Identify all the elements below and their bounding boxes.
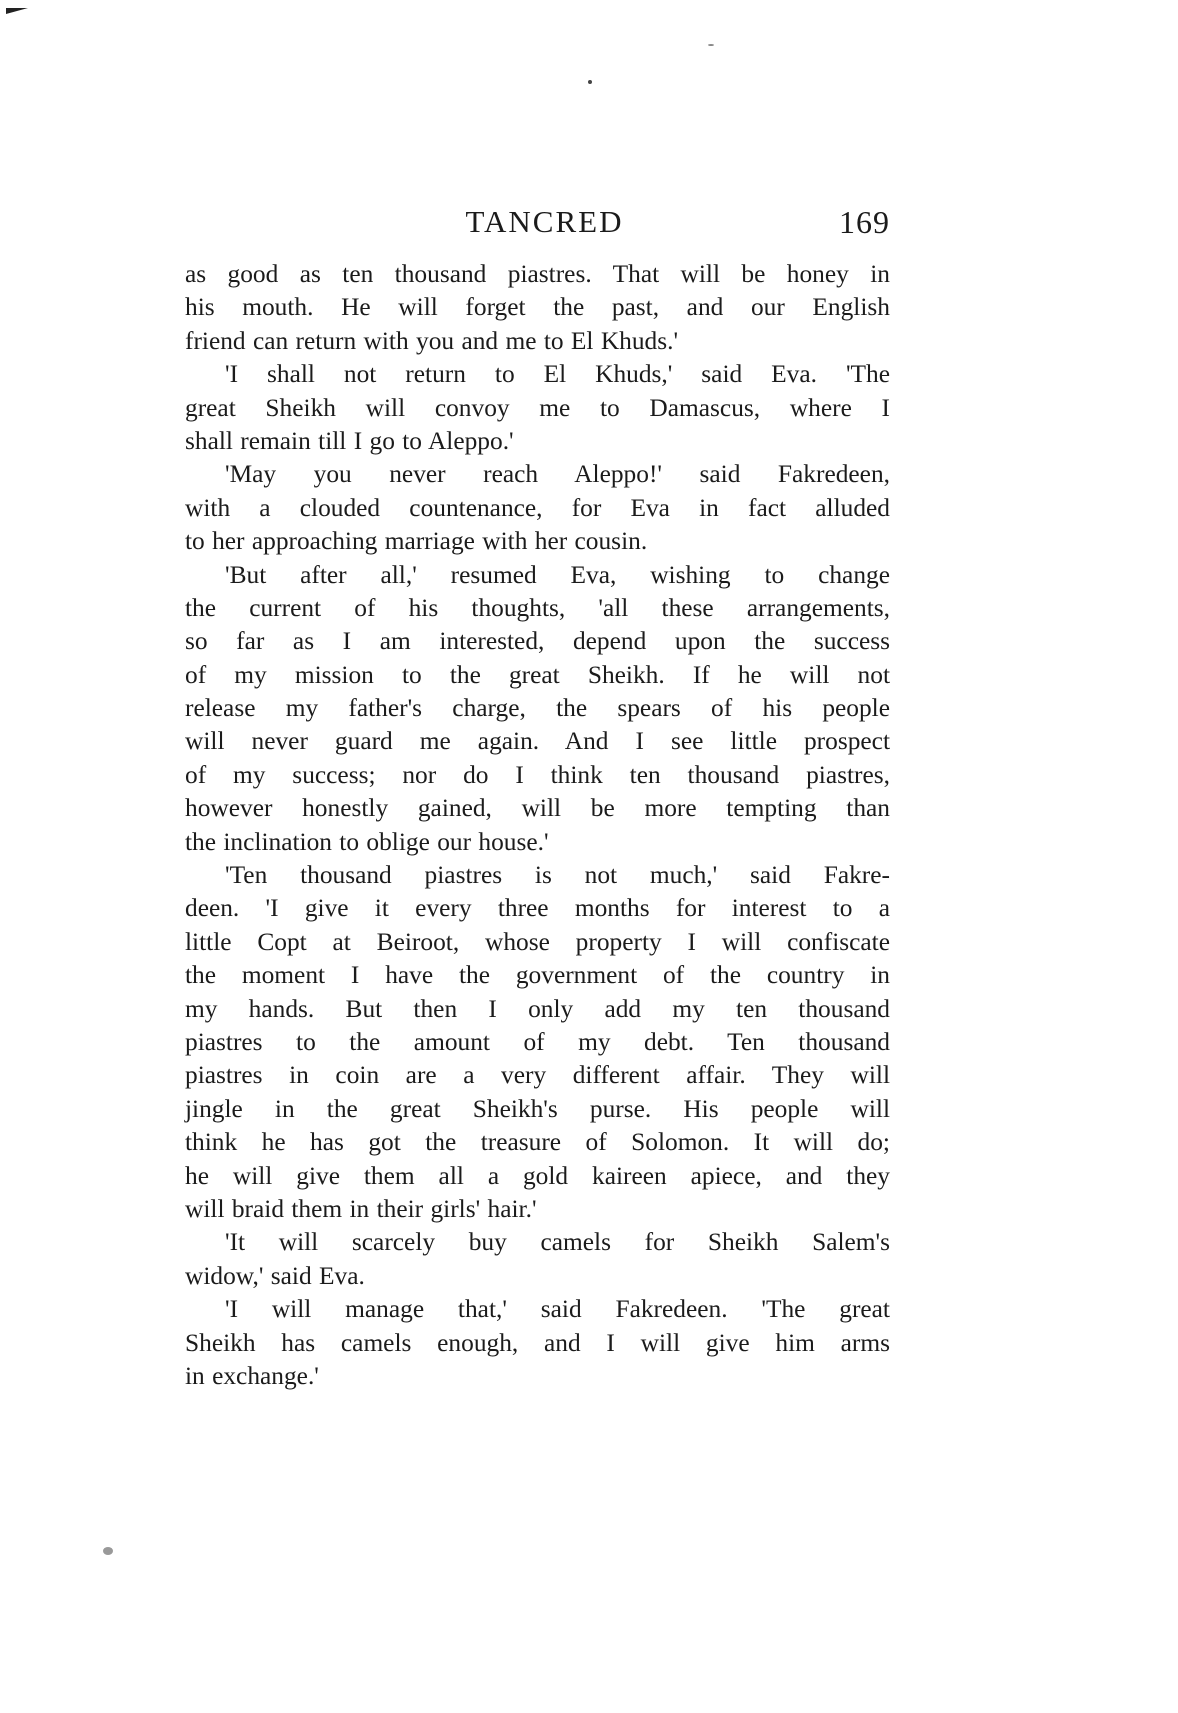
text-line: little Copt at Beiroot, whose property I will confiscate <box>185 927 890 956</box>
text-line: so far as I am interested, depend upon the success <box>185 627 890 656</box>
text-line: however honestly gained, will be more tempting than <box>185 794 890 823</box>
text-line: 'I shall not return to El Khuds,' said Eva. 'The <box>225 360 890 389</box>
text-line: 'I will manage that,' said Fakredeen. 'The great <box>225 1295 890 1324</box>
text-line: great Sheikh will convoy me to Damascus, where I <box>185 393 890 422</box>
text-line: of my success; nor do I think ten thousand piastres, <box>185 760 890 789</box>
text-line: shall remain till I go to Aleppo.' <box>185 426 514 455</box>
text-line: will never guard me again. And I see little prospect <box>185 727 890 756</box>
text-line: in exchange.' <box>185 1361 319 1390</box>
text-line: 'It will scarcely buy camels for Sheikh Salem's <box>225 1228 890 1257</box>
text-line: think he has got the treasure of Solomon. It will do; <box>185 1128 890 1157</box>
text-line: his mouth. He will forget the past, and our English <box>185 293 890 322</box>
text-line: release my father's charge, the spears of his people <box>185 694 890 723</box>
text-line: 'But after all,' resumed Eva, wishing to change <box>225 560 890 589</box>
corner-scan-mark <box>6 8 28 14</box>
text-line: of my mission to the great Sheikh. If he will not <box>185 660 890 689</box>
text-line: friend can return with you and me to El Khuds.' <box>185 326 679 355</box>
text-line: Sheikh has camels enough, and I will give him arms <box>185 1328 890 1357</box>
page-speck <box>708 44 714 46</box>
text-line: to her approaching marriage with her cousin. <box>185 527 648 556</box>
page-speck <box>588 80 592 84</box>
text-line: the inclination to oblige our house.' <box>185 827 549 856</box>
running-title: TANCRED <box>465 204 624 239</box>
text-line: my hands. But then I only add my ten thousand <box>185 994 890 1023</box>
text-line: with a clouded countenance, for Eva in fact alluded <box>185 493 890 522</box>
text-line: he will give them all a gold kaireen apiece, and they <box>185 1161 890 1190</box>
text-line: widow,' said Eva. <box>185 1261 365 1290</box>
text-line: piastres to the amount of my debt. Ten thousand <box>185 1027 890 1056</box>
text-line: 'May you never reach Aleppo!' said Fakredeen, <box>225 460 890 489</box>
text-line: piastres in coin are a very different affair. They will <box>185 1061 890 1090</box>
page-header <box>185 196 890 246</box>
text-line: will braid them in their girls' hair.' <box>185 1194 537 1223</box>
page-number: 169 <box>839 204 890 240</box>
text-line: deen. 'I give it every three months for interest to a <box>185 894 890 923</box>
body-text <box>185 258 890 1393</box>
text-line: 'Ten thousand piastres is not much,' said Fakre- <box>225 861 890 890</box>
text-line: the moment I have the government of the country in <box>185 961 890 990</box>
page-speck <box>103 1547 113 1555</box>
text-line: jingle in the great Sheikh's purse. His people will <box>185 1094 890 1123</box>
text-line: the current of his thoughts, 'all these arrangements, <box>185 593 890 622</box>
text-line: as good as ten thousand piastres. That will be honey in <box>185 260 890 288</box>
